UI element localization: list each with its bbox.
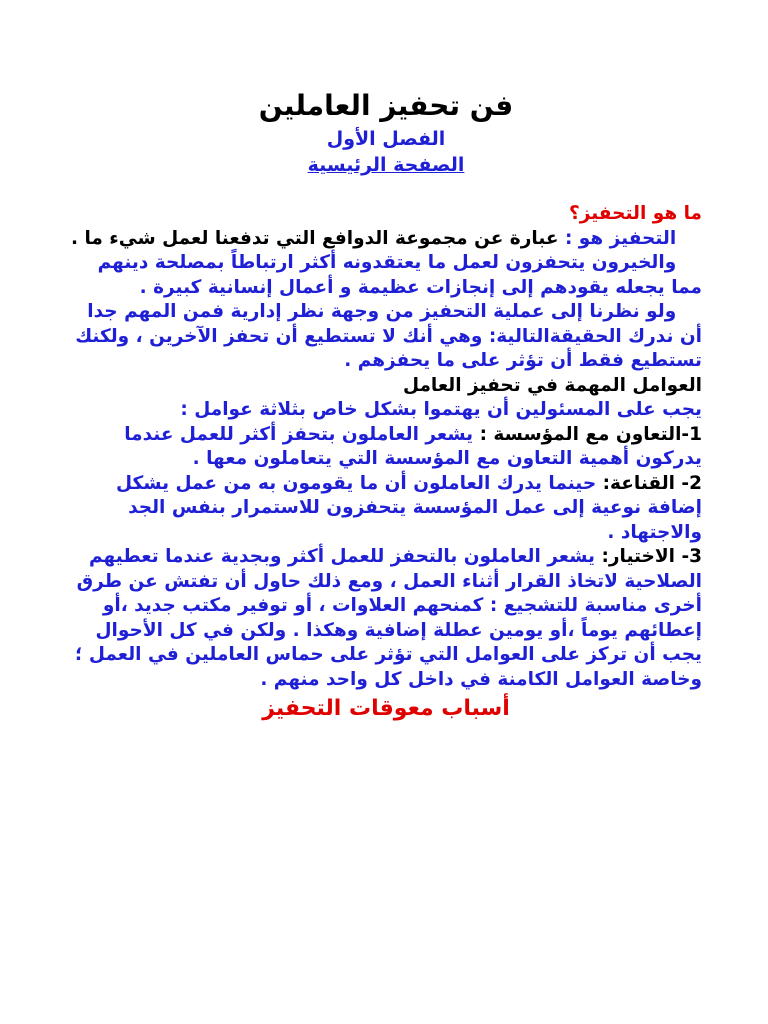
question-heading: ما هو التحفيز؟ [569,203,702,224]
spacer [70,178,702,202]
definition-text: عبارة عن مجموعة الدوافع التي تدفعنا لعمل شيء ما . [71,227,565,249]
factor-item-2-label: 2- القناعة: [602,472,702,494]
factor-item-3-text: يشعر العاملون بالتحفز للعمل أكثر وبجدية عندما تعطيهم الصلاحية لاتخاذ القرار أثناء العمل ، ومع ذلك حاول أن تفتش عن طرق أخرى مناسبة للتشجيع : كمنحهم العلاوات ، أو توفير مكتب جديد ،أو إعطائهم يوماً ،أو يومين عطلة إضافية وهكذا . ولكن في كل الأحوال يجب أن تركز على العوامل التي تؤثر على حماس العاملين في العمل ؛ وخاصة العوامل الكامنة في داخل كل واحد منهم . [75,546,702,690]
factors-intro: يجب على المسئولين أن يهتموا بشكل خاص بثلاثة عوامل : [180,399,702,420]
factor-item-2 [70,472,702,546]
paragraph-good-people-text: والخيرون يتحفزون لعمل ما يعتقدونه أكثر ارتباطاً بمصلحة دينهم مما يجعله يقودهم إلى إنجازات عظيمة و أعمال إنسانية كبيرة . [97,252,702,298]
paragraph-admin [70,300,702,374]
obstacles-heading: أسباب معوقات التحفيز [262,696,510,721]
factor-item-1-text: يشعر العاملون بتحفز أكثر للعمل عندما يدركون أهمية التعاون مع المؤسسة التي يتعاملون معها . [124,423,702,469]
paragraph-admin-text: ولو نظرنا إلى عملية التحفيز من وجهة نظر إدارية فمن المهم جدا أن ندرك الحقيقةالتالية: وهي أنك لا تستطيع أن تحفز الآخرين ، ولكنك تستطيع فقط أن تؤثر على ما يحفزهم . [75,301,702,371]
definition-label: التحفيز هو : [564,227,677,249]
factor-item-3-label: 3- الاختيار: [601,546,702,567]
definition-paragraph [70,227,702,252]
paragraph-good-people [70,251,702,300]
home-page-link[interactable]: الصفحة الرئيسية [307,154,465,176]
factor-item-3 [70,545,702,692]
factors-heading: العوامل المهمة في تحفيز العامل [402,374,702,396]
chapter-title: الفصل الأول [326,128,446,150]
factor-item-2-text: حينما يدرك العاملون أن ما يقومون به من عمل يشكل إضافة نوعية إلى عمل المؤسسة يتحفزون للاستمرار بنفس الجد والاجتهاد . [116,472,702,543]
factor-item-1 [70,423,702,472]
factor-item-1-label: 1-التعاون مع المؤسسة : [479,423,702,445]
document-title: فن تحفيز العاملين [258,89,514,122]
